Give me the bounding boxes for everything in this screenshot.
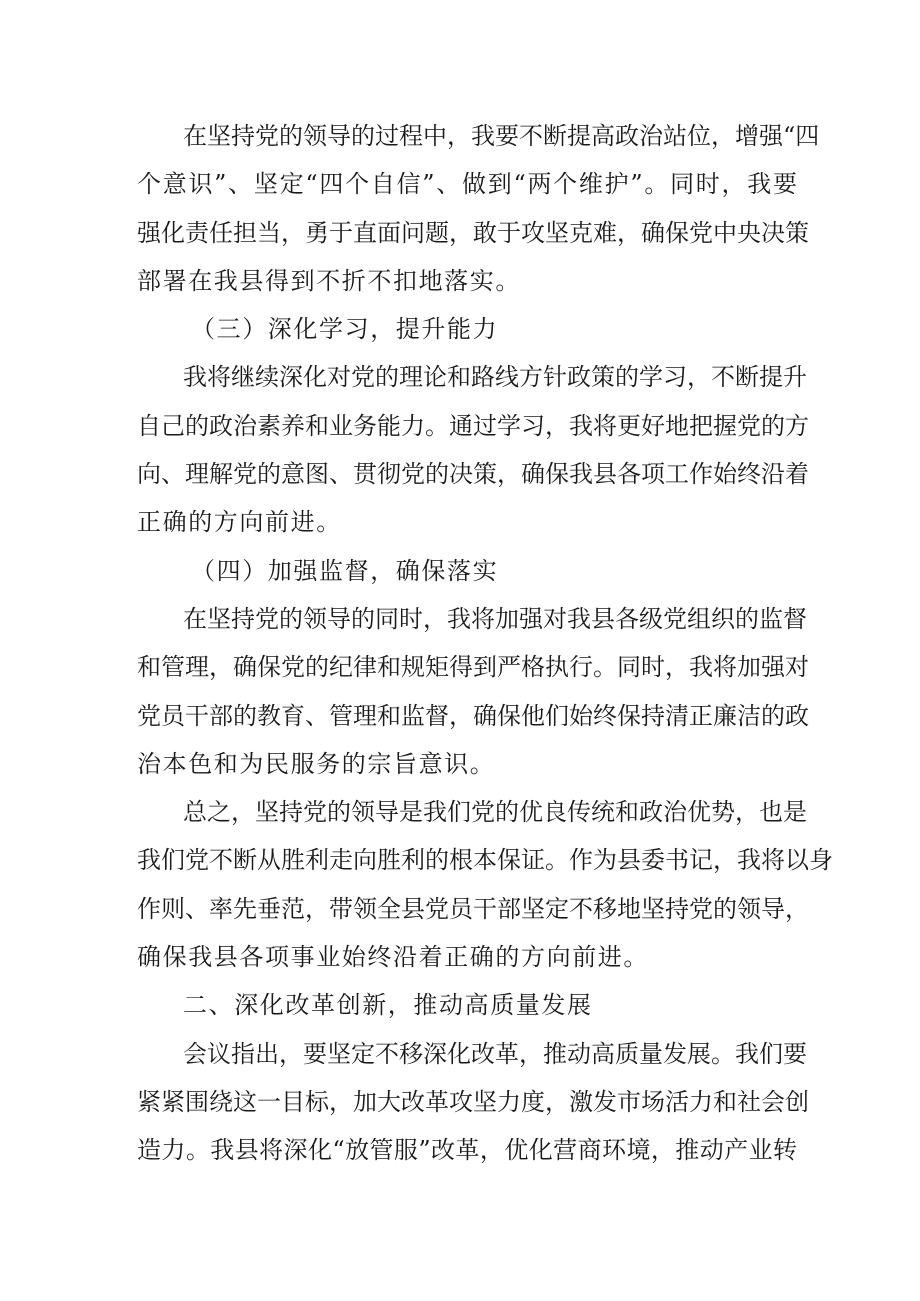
section-heading: 二、深化改革创新，推动高质量发展 — [183, 991, 593, 1020]
text-line: 我将继续深化对党的理论和路线方针政策的学习，不断提升 — [183, 363, 807, 392]
text-line: 正确的方向前进。 — [137, 508, 342, 537]
paragraph — [137, 1030, 809, 1175]
text-line: 会议指出，要坚定不移深化改革，推动高质量发展。我们要 — [183, 1039, 807, 1068]
paragraph — [137, 112, 820, 305]
text-line: 治本色和为民服务的宗旨意识。 — [137, 749, 496, 778]
text-line: 在坚持党的领导的过程中，我要不断提高政治站位，增强“四 — [183, 122, 820, 150]
text-line: 作则、率先垂范，带领全县党员干部坚定不移地坚持党的领导， — [137, 894, 809, 923]
text-line: 和管理，确保党的纪律和规矩得到严格执行。同时，我将加强对 — [137, 653, 809, 682]
section-subheading: （三）深化学习，提升能力 — [191, 315, 499, 344]
text-line: 紧紧围绕这一目标，加大改革攻坚力度，激发市场活力和社会创 — [137, 1087, 809, 1116]
section-subheading: （四）加强监督，确保落实 — [191, 556, 499, 585]
document-body — [137, 112, 833, 1175]
text-line: 向、理解党的意图、贯彻党的决策，确保我县各项工作始终沿着 — [137, 460, 809, 489]
text-line: 造力。我县将深化“放管服”改革，优化营商环境，推动产业转 — [137, 1136, 797, 1165]
text-line: 我们党不断从胜利走向胜利的根本保证。作为县委书记，我将以身 — [137, 846, 833, 875]
text-line: 强化责任担当，勇于直面问题，敢于攻坚克难，确保党中央决策 — [137, 218, 809, 247]
text-line: 党员干部的教育、管理和监督，确保他们始终保持清正廉洁的政 — [137, 701, 809, 730]
text-line: 确保我县各项事业始终沿着正确的方向前进。 — [137, 943, 649, 972]
paragraph — [137, 595, 809, 788]
text-line: 总之，坚持党的领导是我们党的优良传统和政治优势，也是 — [183, 798, 807, 827]
text-line: 个意识”、坚定“四个自信”、做到“两个维护”。同时，我要 — [137, 170, 797, 199]
text-line: 部署在我县得到不折不扣地落实。 — [137, 266, 521, 295]
text-line: 自己的政治素养和业务能力。通过学习，我将更好地把握党的方 — [137, 411, 809, 440]
text-line: 在坚持党的领导的同时，我将加强对我县各级党组织的监督 — [183, 604, 807, 633]
paragraph — [137, 788, 833, 981]
paragraph — [137, 353, 809, 546]
